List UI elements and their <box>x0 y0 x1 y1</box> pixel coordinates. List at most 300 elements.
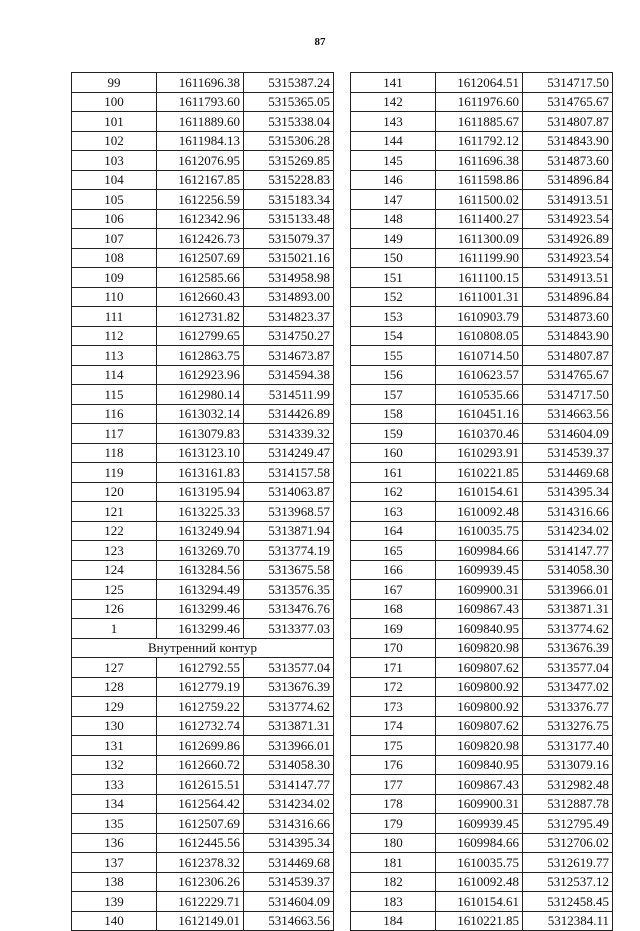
y-coordinate-cell: 5315133.48 <box>244 209 334 229</box>
y-coordinate-cell: 5313676.39 <box>244 677 334 697</box>
coordinates-table-left <box>71 72 334 931</box>
table-row <box>351 619 613 639</box>
point-number-cell: 136 <box>72 833 157 853</box>
y-coordinate-cell: 5314604.09 <box>244 892 334 912</box>
x-coordinate-cell: 1612731.82 <box>157 307 244 327</box>
y-coordinate-cell: 5314873.60 <box>523 307 613 327</box>
point-number-cell: 132 <box>72 755 157 775</box>
point-number-cell: 104 <box>72 170 157 190</box>
y-coordinate-cell: 5313477.02 <box>523 677 613 697</box>
y-coordinate-cell: 5314249.47 <box>244 443 334 463</box>
x-coordinate-cell: 1612076.95 <box>157 151 244 171</box>
x-coordinate-cell: 1609820.98 <box>436 638 523 658</box>
x-coordinate-cell: 1612167.85 <box>157 170 244 190</box>
table-row <box>72 560 334 580</box>
x-coordinate-cell: 1610808.05 <box>436 326 523 346</box>
point-number-cell: 164 <box>351 521 436 541</box>
table-row <box>351 346 613 366</box>
point-number-cell: 103 <box>72 151 157 171</box>
x-coordinate-cell: 1609800.92 <box>436 677 523 697</box>
table-row <box>72 463 334 483</box>
table-row <box>351 307 613 327</box>
table-row <box>72 658 334 678</box>
table-row <box>72 287 334 307</box>
x-coordinate-cell: 1612426.73 <box>157 229 244 249</box>
point-number-cell: 155 <box>351 346 436 366</box>
y-coordinate-cell: 5313966.01 <box>523 580 613 600</box>
table-row <box>72 170 334 190</box>
point-number-cell: 116 <box>72 404 157 424</box>
table-row <box>351 716 613 736</box>
table-row <box>72 307 334 327</box>
x-coordinate-cell: 1612306.26 <box>157 872 244 892</box>
point-number-cell: 157 <box>351 385 436 405</box>
point-number-cell: 106 <box>72 209 157 229</box>
table-row <box>72 833 334 853</box>
table-row <box>351 209 613 229</box>
table-row <box>351 755 613 775</box>
y-coordinate-cell: 5314896.84 <box>523 170 613 190</box>
table-row <box>351 112 613 132</box>
x-coordinate-cell: 1613225.33 <box>157 502 244 522</box>
table-row <box>351 736 613 756</box>
table-row <box>351 658 613 678</box>
x-coordinate-cell: 1612799.65 <box>157 326 244 346</box>
point-number-cell: 150 <box>351 248 436 268</box>
y-coordinate-cell: 5315365.05 <box>244 92 334 112</box>
point-number-cell: 143 <box>351 112 436 132</box>
x-coordinate-cell: 1613284.56 <box>157 560 244 580</box>
x-coordinate-cell: 1612256.59 <box>157 190 244 210</box>
table-row <box>351 92 613 112</box>
point-number-cell: 108 <box>72 248 157 268</box>
table-row <box>351 599 613 619</box>
y-coordinate-cell: 5314823.37 <box>244 307 334 327</box>
x-coordinate-cell: 1611885.67 <box>436 112 523 132</box>
coordinates-table-right <box>350 72 613 931</box>
y-coordinate-cell: 5315306.28 <box>244 131 334 151</box>
point-number-cell: 160 <box>351 443 436 463</box>
point-number-cell: 183 <box>351 892 436 912</box>
x-coordinate-cell: 1613032.14 <box>157 404 244 424</box>
table-row <box>351 580 613 600</box>
y-coordinate-cell: 5315387.24 <box>244 73 334 93</box>
point-number-cell: 141 <box>351 73 436 93</box>
x-coordinate-cell: 1609807.62 <box>436 716 523 736</box>
x-coordinate-cell: 1613079.83 <box>157 424 244 444</box>
table-row <box>72 482 334 502</box>
point-number-cell: 112 <box>72 326 157 346</box>
x-coordinate-cell: 1612792.55 <box>157 658 244 678</box>
point-number-cell: 121 <box>72 502 157 522</box>
point-number-cell: 126 <box>72 599 157 619</box>
table-row <box>72 131 334 151</box>
y-coordinate-cell: 5313079.16 <box>523 755 613 775</box>
x-coordinate-cell: 1612759.22 <box>157 697 244 717</box>
table-row <box>351 229 613 249</box>
point-number-cell: 171 <box>351 658 436 678</box>
table-row <box>72 346 334 366</box>
table-row <box>351 424 613 444</box>
table-row <box>351 853 613 873</box>
table-row <box>351 151 613 171</box>
point-number-cell: 162 <box>351 482 436 502</box>
y-coordinate-cell: 5314058.30 <box>523 560 613 580</box>
y-coordinate-cell: 5314750.27 <box>244 326 334 346</box>
y-coordinate-cell: 5314843.90 <box>523 131 613 151</box>
x-coordinate-cell: 1611400.27 <box>436 209 523 229</box>
table-row <box>72 911 334 931</box>
point-number-cell: 147 <box>351 190 436 210</box>
table-row <box>351 131 613 151</box>
y-coordinate-cell: 5314765.67 <box>523 92 613 112</box>
table-row <box>72 443 334 463</box>
point-number-cell: 148 <box>351 209 436 229</box>
point-number-cell: 142 <box>351 92 436 112</box>
section-header-row <box>72 638 334 658</box>
x-coordinate-cell: 1613161.83 <box>157 463 244 483</box>
table-row <box>72 814 334 834</box>
x-coordinate-cell: 1612615.51 <box>157 775 244 795</box>
x-coordinate-cell: 1610714.50 <box>436 346 523 366</box>
point-number-cell: 134 <box>72 794 157 814</box>
y-coordinate-cell: 5313177.40 <box>523 736 613 756</box>
y-coordinate-cell: 5312887.78 <box>523 794 613 814</box>
y-coordinate-cell: 5313376.77 <box>523 697 613 717</box>
y-coordinate-cell: 5313966.01 <box>244 736 334 756</box>
y-coordinate-cell: 5314717.50 <box>523 73 613 93</box>
point-number-cell: 117 <box>72 424 157 444</box>
y-coordinate-cell: 5314539.37 <box>523 443 613 463</box>
point-number-cell: 118 <box>72 443 157 463</box>
table-row <box>72 229 334 249</box>
x-coordinate-cell: 1610035.75 <box>436 853 523 873</box>
x-coordinate-cell: 1611001.31 <box>436 287 523 307</box>
table-row <box>351 638 613 658</box>
x-coordinate-cell: 1611199.90 <box>436 248 523 268</box>
y-coordinate-cell: 5314339.32 <box>244 424 334 444</box>
x-coordinate-cell: 1612660.72 <box>157 755 244 775</box>
x-coordinate-cell: 1611696.38 <box>436 151 523 171</box>
x-coordinate-cell: 1609939.45 <box>436 560 523 580</box>
point-number-cell: 99 <box>72 73 157 93</box>
point-number-cell: 163 <box>351 502 436 522</box>
point-number-cell: 122 <box>72 521 157 541</box>
y-coordinate-cell: 5314395.34 <box>244 833 334 853</box>
y-coordinate-cell: 5313476.76 <box>244 599 334 619</box>
table-row <box>351 814 613 834</box>
x-coordinate-cell: 1610903.79 <box>436 307 523 327</box>
point-number-cell: 135 <box>72 814 157 834</box>
point-number-cell: 156 <box>351 365 436 385</box>
table-row <box>72 853 334 873</box>
y-coordinate-cell: 5314673.87 <box>244 346 334 366</box>
point-number-cell: 137 <box>72 853 157 873</box>
point-number-cell: 177 <box>351 775 436 795</box>
y-coordinate-cell: 5313576.35 <box>244 580 334 600</box>
y-coordinate-cell: 5314157.58 <box>244 463 334 483</box>
point-number-cell: 127 <box>72 658 157 678</box>
point-number-cell: 178 <box>351 794 436 814</box>
table-row <box>351 287 613 307</box>
x-coordinate-cell: 1612064.51 <box>436 73 523 93</box>
point-number-cell: 170 <box>351 638 436 658</box>
x-coordinate-cell: 1609820.98 <box>436 736 523 756</box>
x-coordinate-cell: 1612732.74 <box>157 716 244 736</box>
table-row <box>72 619 334 639</box>
x-coordinate-cell: 1611696.38 <box>157 73 244 93</box>
x-coordinate-cell: 1609984.66 <box>436 541 523 561</box>
point-number-cell: 174 <box>351 716 436 736</box>
point-number-cell: 158 <box>351 404 436 424</box>
point-number-cell: 109 <box>72 268 157 288</box>
point-number-cell: 123 <box>72 541 157 561</box>
point-number-cell: 161 <box>351 463 436 483</box>
x-coordinate-cell: 1610221.85 <box>436 911 523 931</box>
point-number-cell: 133 <box>72 775 157 795</box>
y-coordinate-cell: 5314316.66 <box>523 502 613 522</box>
table-row <box>72 541 334 561</box>
y-coordinate-cell: 5314539.37 <box>244 872 334 892</box>
x-coordinate-cell: 1613299.46 <box>157 599 244 619</box>
y-coordinate-cell: 5313968.57 <box>244 502 334 522</box>
point-number-cell: 110 <box>72 287 157 307</box>
point-number-cell: 182 <box>351 872 436 892</box>
table-row <box>351 911 613 931</box>
x-coordinate-cell: 1612585.66 <box>157 268 244 288</box>
point-number-cell: 168 <box>351 599 436 619</box>
x-coordinate-cell: 1610154.61 <box>436 892 523 912</box>
point-number-cell: 131 <box>72 736 157 756</box>
x-coordinate-cell: 1610535.66 <box>436 385 523 405</box>
point-number-cell: 179 <box>351 814 436 834</box>
x-coordinate-cell: 1609840.95 <box>436 619 523 639</box>
y-coordinate-cell: 5313774.19 <box>244 541 334 561</box>
table-row <box>72 716 334 736</box>
x-coordinate-cell: 1611889.60 <box>157 112 244 132</box>
point-number-cell: 176 <box>351 755 436 775</box>
y-coordinate-cell: 5315269.85 <box>244 151 334 171</box>
point-number-cell: 173 <box>351 697 436 717</box>
point-number-cell: 169 <box>351 619 436 639</box>
x-coordinate-cell: 1611984.13 <box>157 131 244 151</box>
table-row <box>72 755 334 775</box>
x-coordinate-cell: 1609800.92 <box>436 697 523 717</box>
y-coordinate-cell: 5312619.77 <box>523 853 613 873</box>
y-coordinate-cell: 5314873.60 <box>523 151 613 171</box>
page-number: 87 <box>314 36 326 48</box>
x-coordinate-cell: 1611792.12 <box>436 131 523 151</box>
x-coordinate-cell: 1612507.69 <box>157 248 244 268</box>
x-coordinate-cell: 1610092.48 <box>436 502 523 522</box>
y-coordinate-cell: 5314843.90 <box>523 326 613 346</box>
table-row <box>351 248 613 268</box>
point-number-cell: 100 <box>72 92 157 112</box>
y-coordinate-cell: 5314923.54 <box>523 209 613 229</box>
x-coordinate-cell: 1612779.19 <box>157 677 244 697</box>
right-table-body <box>351 73 613 931</box>
y-coordinate-cell: 5312982.48 <box>523 775 613 795</box>
y-coordinate-cell: 5313871.31 <box>523 599 613 619</box>
y-coordinate-cell: 5314896.84 <box>523 287 613 307</box>
x-coordinate-cell: 1610451.16 <box>436 404 523 424</box>
point-number-cell: 159 <box>351 424 436 444</box>
table-row <box>72 92 334 112</box>
x-coordinate-cell: 1611598.86 <box>436 170 523 190</box>
table-row <box>72 365 334 385</box>
point-number-cell: 124 <box>72 560 157 580</box>
point-number-cell: 129 <box>72 697 157 717</box>
x-coordinate-cell: 1612342.96 <box>157 209 244 229</box>
point-number-cell: 138 <box>72 872 157 892</box>
y-coordinate-cell: 5314913.51 <box>523 190 613 210</box>
point-number-cell: 115 <box>72 385 157 405</box>
point-number-cell: 105 <box>72 190 157 210</box>
point-number-cell: 119 <box>72 463 157 483</box>
point-number-cell: 152 <box>351 287 436 307</box>
table-row <box>72 209 334 229</box>
point-number-cell: 139 <box>72 892 157 912</box>
y-coordinate-cell: 5314594.38 <box>244 365 334 385</box>
x-coordinate-cell: 1612980.14 <box>157 385 244 405</box>
x-coordinate-cell: 1612149.01 <box>157 911 244 931</box>
table-row <box>72 268 334 288</box>
table-row <box>351 502 613 522</box>
y-coordinate-cell: 5314234.02 <box>244 794 334 814</box>
table-row <box>351 794 613 814</box>
x-coordinate-cell: 1611300.09 <box>436 229 523 249</box>
y-coordinate-cell: 5314511.99 <box>244 385 334 405</box>
y-coordinate-cell: 5313577.04 <box>244 658 334 678</box>
x-coordinate-cell: 1610293.91 <box>436 443 523 463</box>
point-number-cell: 184 <box>351 911 436 931</box>
table-row <box>72 112 334 132</box>
section-title: Внутренний контур <box>72 638 334 658</box>
x-coordinate-cell: 1610035.75 <box>436 521 523 541</box>
point-number-cell: 128 <box>72 677 157 697</box>
y-coordinate-cell: 5314234.02 <box>523 521 613 541</box>
point-number-cell: 181 <box>351 853 436 873</box>
table-row <box>72 580 334 600</box>
x-coordinate-cell: 1610370.46 <box>436 424 523 444</box>
table-row <box>72 73 334 93</box>
table-row <box>351 443 613 463</box>
x-coordinate-cell: 1609984.66 <box>436 833 523 853</box>
x-coordinate-cell: 1613294.49 <box>157 580 244 600</box>
y-coordinate-cell: 5314807.87 <box>523 112 613 132</box>
table-row <box>72 736 334 756</box>
y-coordinate-cell: 5312537.12 <box>523 872 613 892</box>
point-number-cell: 154 <box>351 326 436 346</box>
table-row <box>72 424 334 444</box>
y-coordinate-cell: 5314426.89 <box>244 404 334 424</box>
x-coordinate-cell: 1613249.94 <box>157 521 244 541</box>
point-number-cell: 125 <box>72 580 157 600</box>
y-coordinate-cell: 5314893.00 <box>244 287 334 307</box>
point-number-cell: 180 <box>351 833 436 853</box>
table-row <box>72 385 334 405</box>
y-coordinate-cell: 5312795.49 <box>523 814 613 834</box>
table-row <box>351 190 613 210</box>
table-row <box>351 170 613 190</box>
x-coordinate-cell: 1612564.42 <box>157 794 244 814</box>
point-number-cell: 165 <box>351 541 436 561</box>
point-number-cell: 175 <box>351 736 436 756</box>
x-coordinate-cell: 1609807.62 <box>436 658 523 678</box>
table-row <box>72 248 334 268</box>
table-row <box>72 775 334 795</box>
x-coordinate-cell: 1612923.96 <box>157 365 244 385</box>
point-number-cell: 114 <box>72 365 157 385</box>
table-row <box>72 190 334 210</box>
x-coordinate-cell: 1609840.95 <box>436 755 523 775</box>
x-coordinate-cell: 1610092.48 <box>436 872 523 892</box>
x-coordinate-cell: 1613195.94 <box>157 482 244 502</box>
point-number-cell: 113 <box>72 346 157 366</box>
point-number-cell: 153 <box>351 307 436 327</box>
y-coordinate-cell: 5314807.87 <box>523 346 613 366</box>
table-row <box>351 541 613 561</box>
point-number-cell: 101 <box>72 112 157 132</box>
point-number-cell: 172 <box>351 677 436 697</box>
table-row <box>72 892 334 912</box>
x-coordinate-cell: 1612507.69 <box>157 814 244 834</box>
y-coordinate-cell: 5312458.45 <box>523 892 613 912</box>
point-number-cell: 102 <box>72 131 157 151</box>
y-coordinate-cell: 5314604.09 <box>523 424 613 444</box>
y-coordinate-cell: 5315338.04 <box>244 112 334 132</box>
y-coordinate-cell: 5314395.34 <box>523 482 613 502</box>
y-coordinate-cell: 5313675.58 <box>244 560 334 580</box>
y-coordinate-cell: 5312384.11 <box>523 911 613 931</box>
table-row <box>72 326 334 346</box>
y-coordinate-cell: 5314717.50 <box>523 385 613 405</box>
table-row <box>72 502 334 522</box>
y-coordinate-cell: 5313377.03 <box>244 619 334 639</box>
x-coordinate-cell: 1612445.56 <box>157 833 244 853</box>
x-coordinate-cell: 1609867.43 <box>436 775 523 795</box>
y-coordinate-cell: 5314147.77 <box>523 541 613 561</box>
point-number-cell: 120 <box>72 482 157 502</box>
x-coordinate-cell: 1612229.71 <box>157 892 244 912</box>
table-row <box>351 560 613 580</box>
y-coordinate-cell: 5313577.04 <box>523 658 613 678</box>
y-coordinate-cell: 5314958.98 <box>244 268 334 288</box>
y-coordinate-cell: 5313676.39 <box>523 638 613 658</box>
table-row <box>72 599 334 619</box>
y-coordinate-cell: 5314923.54 <box>523 248 613 268</box>
table-row <box>351 365 613 385</box>
y-coordinate-cell: 5312706.02 <box>523 833 613 853</box>
table-row <box>72 404 334 424</box>
table-row <box>351 833 613 853</box>
table-row <box>351 268 613 288</box>
x-coordinate-cell: 1613299.46 <box>157 619 244 639</box>
x-coordinate-cell: 1611100.15 <box>436 268 523 288</box>
y-coordinate-cell: 5314913.51 <box>523 268 613 288</box>
y-coordinate-cell: 5313774.62 <box>244 697 334 717</box>
point-number-cell: 130 <box>72 716 157 736</box>
x-coordinate-cell: 1613269.70 <box>157 541 244 561</box>
y-coordinate-cell: 5315183.34 <box>244 190 334 210</box>
y-coordinate-cell: 5314058.30 <box>244 755 334 775</box>
point-number-cell: 146 <box>351 170 436 190</box>
y-coordinate-cell: 5314316.66 <box>244 814 334 834</box>
y-coordinate-cell: 5314469.68 <box>244 853 334 873</box>
x-coordinate-cell: 1611500.02 <box>436 190 523 210</box>
y-coordinate-cell: 5315021.16 <box>244 248 334 268</box>
y-coordinate-cell: 5315228.83 <box>244 170 334 190</box>
